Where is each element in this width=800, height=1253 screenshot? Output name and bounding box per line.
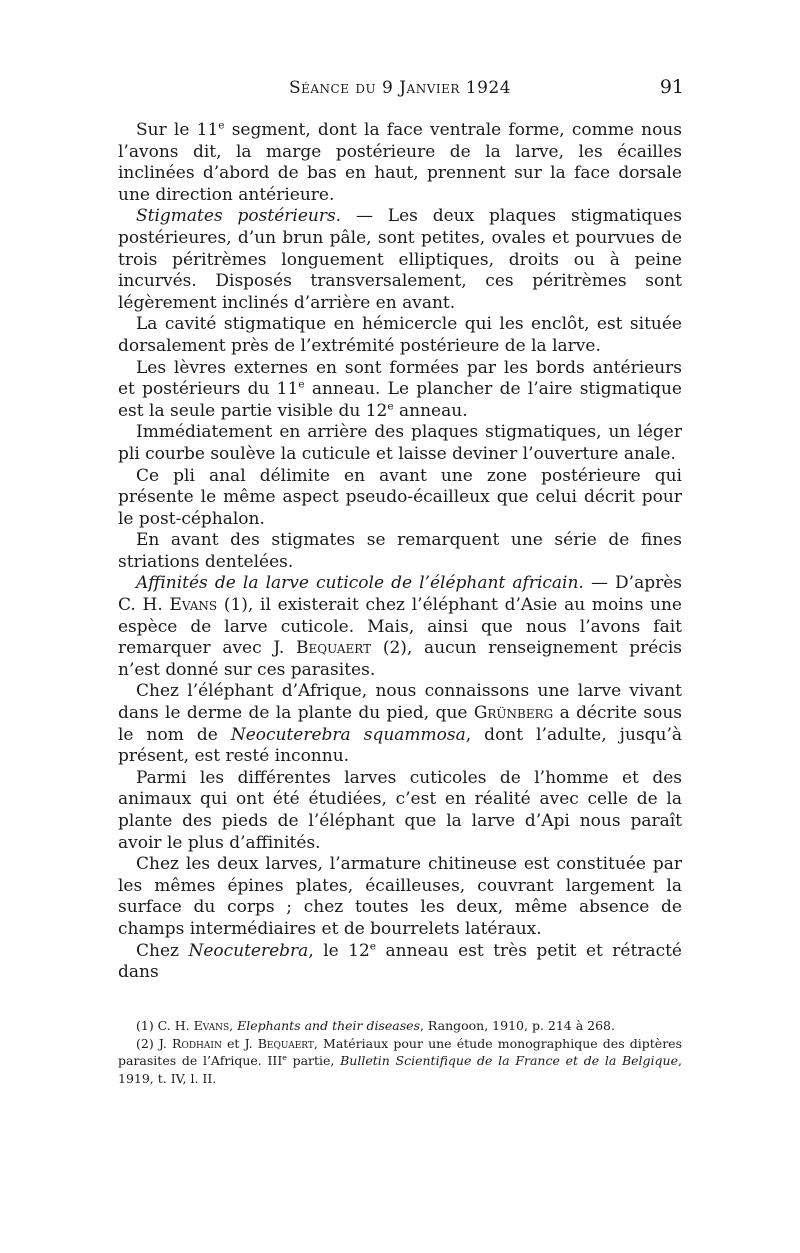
author-name: Bequaert xyxy=(257,1035,314,1051)
text-run: anneau. Le plancher de l’aire stigmatique est la seule partie visible du 12 xyxy=(118,379,682,421)
paragraph xyxy=(118,206,682,314)
author-name: Evans xyxy=(193,1018,230,1033)
text-run: , Matériaux pour une étude monographique des diptères parasites de l’Afrique. III xyxy=(118,1035,682,1068)
paragraph: Chez les deux larves, l’armature chitineuse est constituée par les mêmes épines plates, écailleuses, couvrant largement la surface du corps ; chez toutes les deux, même absence de champs intermédiaires et de bourrelets latéraux. xyxy=(118,854,682,939)
text-run: (2) J. xyxy=(136,1035,173,1051)
text-run: Chez l’éléphant d’Afrique, nous connaissons une larve vivant dans le derme de la plante du pied, que xyxy=(118,681,682,724)
text-run: — Les deux plaques stigmatiques postérieures, d’un brun pâle, sont petites, ovales et pourvues de trois péritrèmes longuement elliptiques, droits ou à peine incurvés. Disposés transversalement, ces péritrèmes sont légèrement inclinés d’arrière en avant. xyxy=(118,206,682,313)
paragraph xyxy=(118,573,682,681)
body-text xyxy=(118,120,682,984)
genus-name: Neocuterebra xyxy=(188,940,309,961)
text-run: , dont l’adulte, jusqu’à présent, est resté inconnu. xyxy=(118,724,682,767)
text-run: (1) C. H. xyxy=(136,1018,194,1033)
author-name: Bequaert xyxy=(296,638,372,659)
paragraph: Immédiatement en arrière des plaques stigmatiques, un léger pli courbe soulève la cuticule et laisse deviner l’ouverture anale. xyxy=(118,422,682,464)
text-run: , xyxy=(229,1018,238,1033)
paragraph xyxy=(118,941,682,984)
superscript: e xyxy=(387,400,394,413)
text-run: — D’après C. H. xyxy=(118,573,682,616)
text-run: , 1919, t. IV, l. II. xyxy=(118,1053,682,1086)
superscript: e xyxy=(298,378,305,391)
paragraph: En avant des stigmates se remarquent une série de fines striations dentelées. xyxy=(118,530,682,572)
species-name: Neocuterebra squammosa xyxy=(230,724,466,745)
text-run: Chez xyxy=(136,940,189,961)
paragraph: Parmi les différentes larves cuticoles de l’homme et des animaux qui ont été étudiées, c’est en réalité avec celle de la plante des pieds de l’éléphant que la larve d’Api nous paraît avoir le plus d’affinités. xyxy=(118,767,682,853)
paragraph: Ce pli anal délimite en avant une zone postérieure qui présente le même aspect pseudo-écailleux que celui décrit pour le post-céphalon. xyxy=(118,465,682,529)
footnote xyxy=(118,1035,682,1088)
journal-title: Bulletin Scientifique de la France et de la Belgique xyxy=(340,1053,679,1068)
superscript: e xyxy=(369,939,377,952)
text-run: (2), aucun renseignement précis n’est donné sur ces parasites. xyxy=(118,638,682,680)
running-title: Séance du 9 Janvier 1924 xyxy=(288,78,512,98)
page-number: 91 xyxy=(659,76,684,98)
author-name: Rodhain xyxy=(172,1035,222,1051)
footnotes xyxy=(118,1017,682,1087)
text-run: , Rangoon, 1910, p. 214 à 268. xyxy=(419,1018,615,1033)
text-run: Les lèvres externes en sont formées par les bords antérieurs et postérieurs du 11 xyxy=(118,357,682,400)
text-run: , le 12 xyxy=(308,940,370,961)
text-run: et J. xyxy=(221,1035,258,1051)
text-run: partie, xyxy=(286,1053,341,1068)
text-run: a décrite sous le nom de xyxy=(118,703,682,745)
text-run: anneau. xyxy=(393,400,468,421)
text-run: anneau est très petit et rétracté dans xyxy=(118,940,682,983)
section-heading: Affinités de la larve cuticole de l’éléphant africain. xyxy=(136,573,584,594)
page-header xyxy=(0,76,800,106)
superscript: e xyxy=(218,119,225,132)
paragraph xyxy=(118,120,682,206)
text-run: Sur le 11 xyxy=(136,120,219,140)
text-run: (1), il existerait chez l’éléphant d’Asie au moins une espèce de larve cuticole. Mais, ainsi que nous l’avons fait remarquer avec J. xyxy=(118,595,682,659)
text-run: segment, dont la face ventrale forme, comme nous l’avons dit, la marge postérieure de la larve, les écailles inclinées d’abord de bas en haut, prennent sur la face dorsale une direction antérieure. xyxy=(118,120,682,205)
paragraph xyxy=(118,681,682,767)
paragraph: La cavité stigmatique en hémicercle qui les enclôt, est située dorsalement près de l’extrémité postérieure de la larve. xyxy=(118,314,682,356)
superscript: e xyxy=(282,1052,287,1062)
author-name: Evans xyxy=(169,595,218,616)
section-heading: Stigmates postérieurs. xyxy=(136,206,342,227)
book-title: Elephants and their diseases xyxy=(237,1018,420,1033)
author-name: Grünberg xyxy=(473,703,554,724)
footnote xyxy=(118,1017,682,1035)
paragraph xyxy=(118,358,682,423)
